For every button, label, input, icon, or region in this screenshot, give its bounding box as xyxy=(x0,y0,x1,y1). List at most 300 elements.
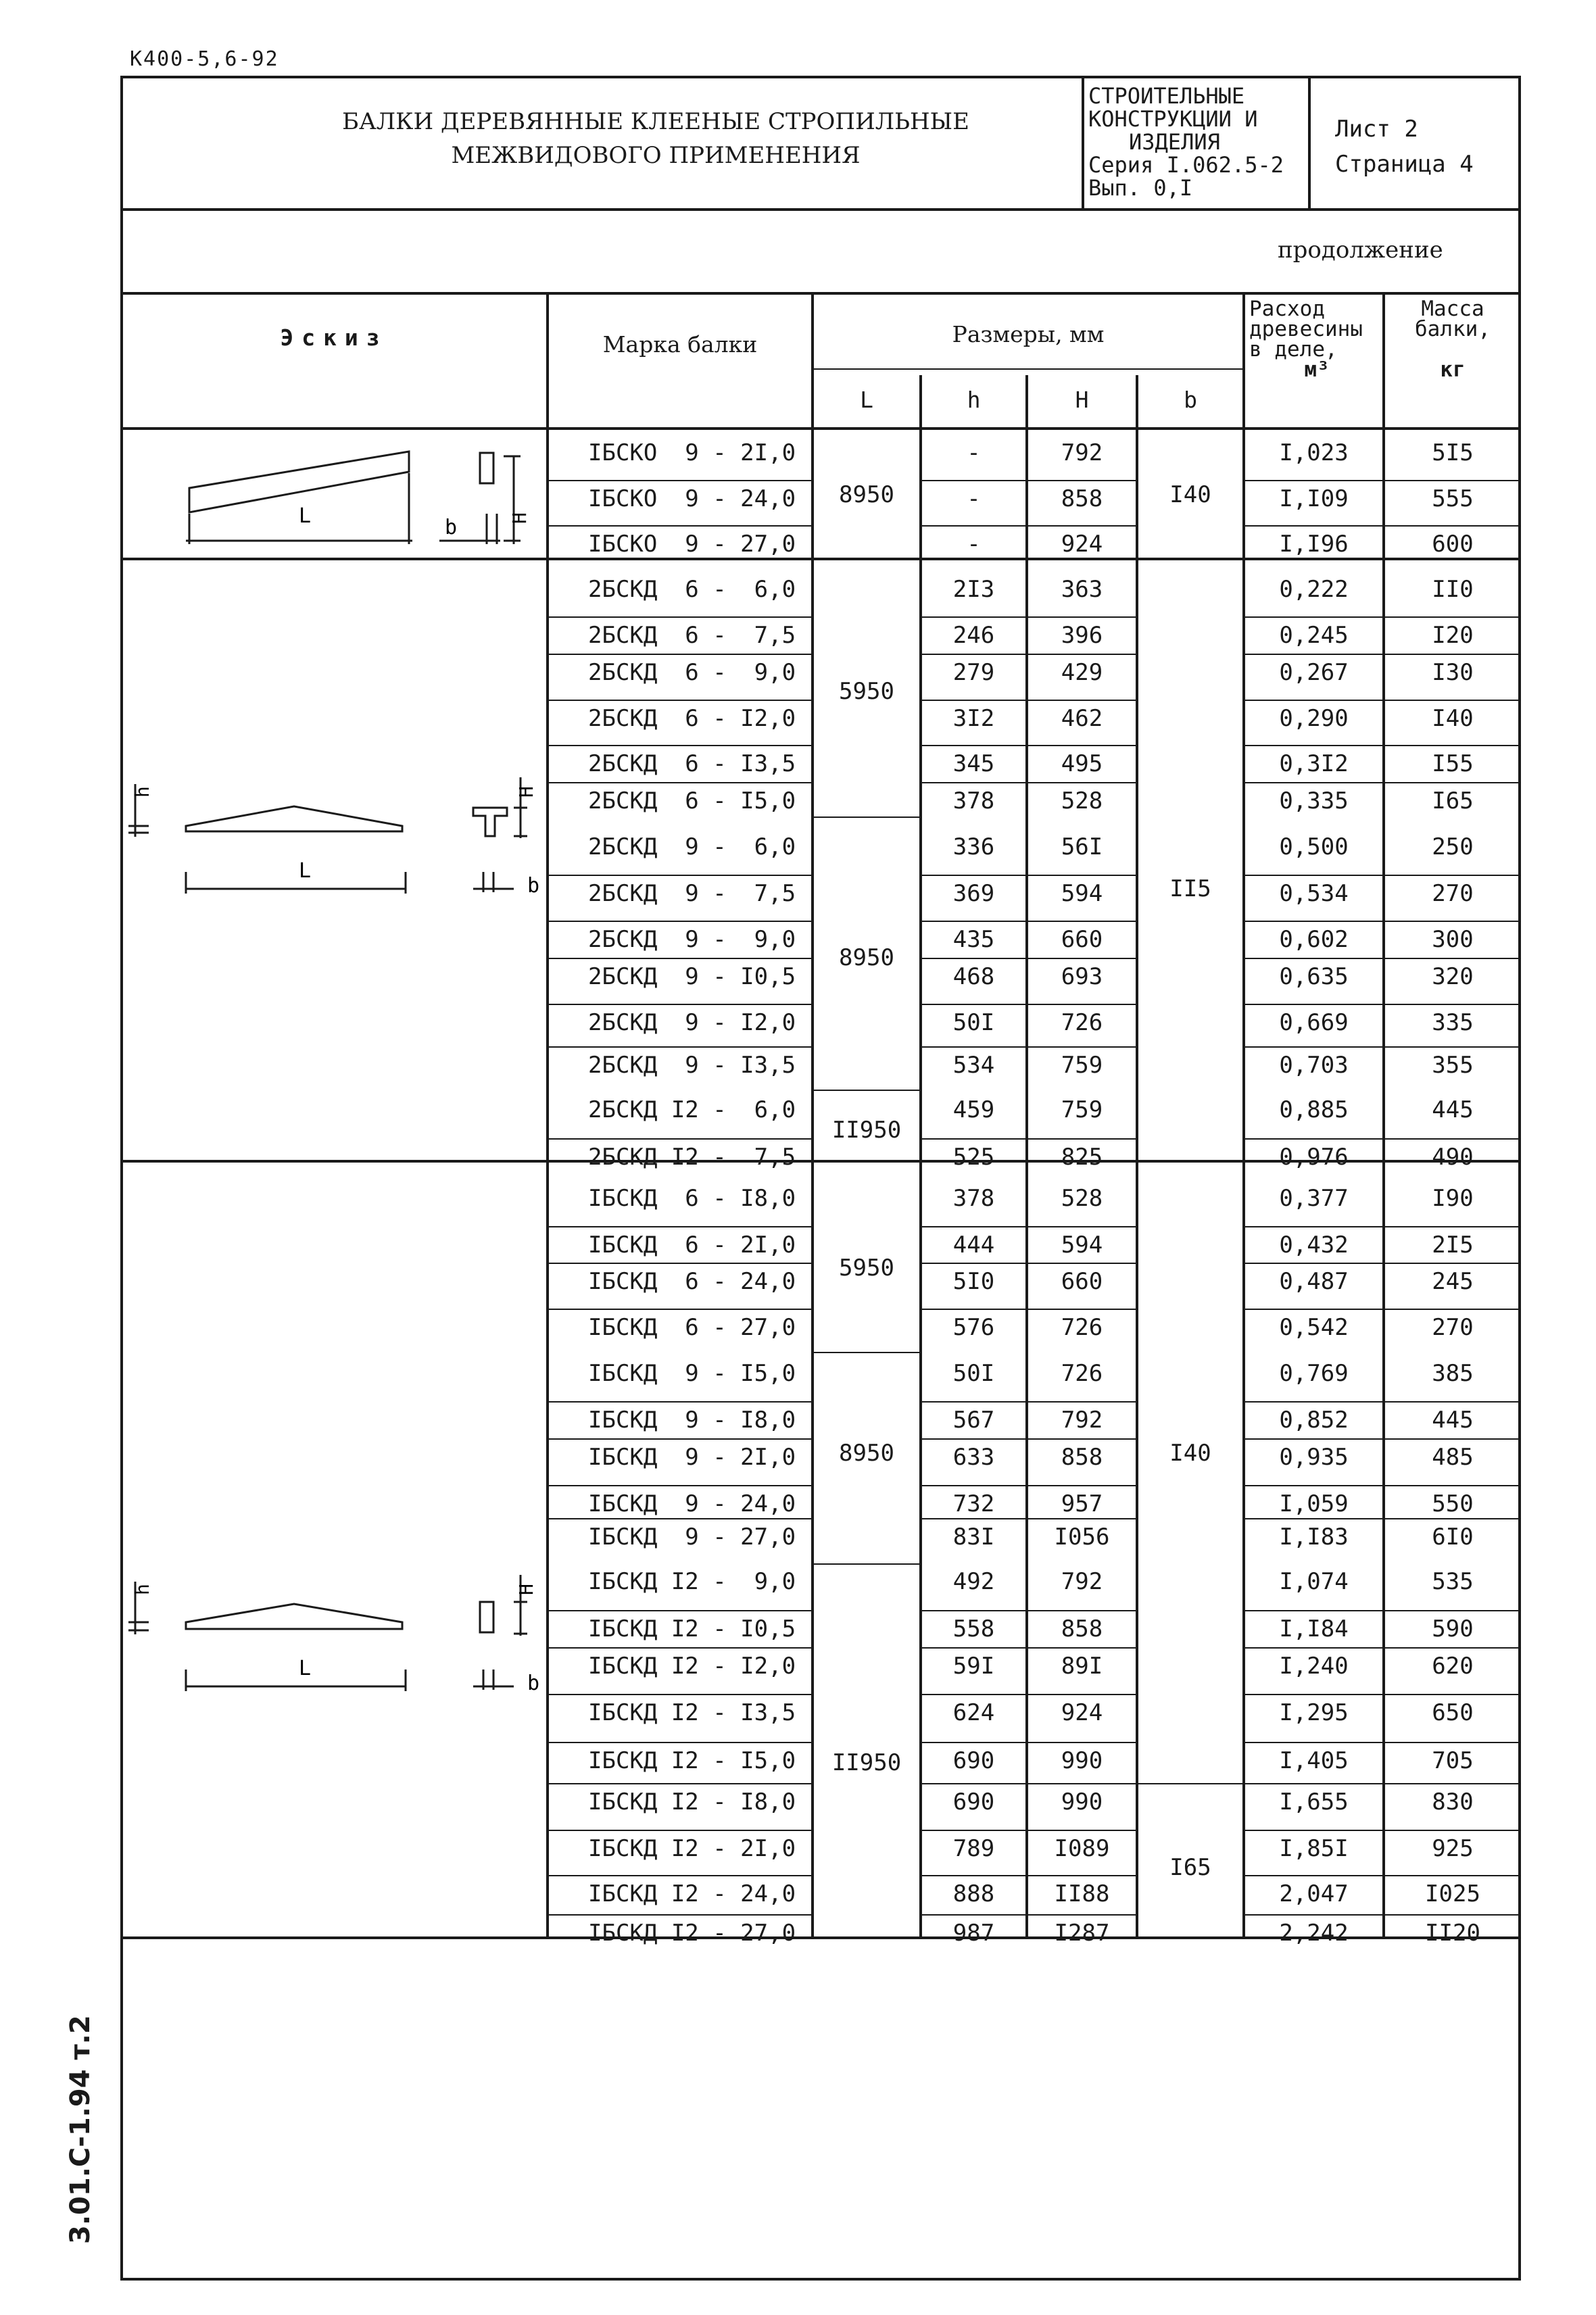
volume-value: 0,432 xyxy=(1279,1232,1349,1259)
row-line xyxy=(1242,1138,1521,1140)
h-value: 576 xyxy=(952,1314,995,1341)
H-value: I287 xyxy=(1054,1920,1110,1947)
mass-value: 250 xyxy=(1432,833,1474,860)
b-value: I40 xyxy=(1169,1440,1211,1467)
volume-value: 0,852 xyxy=(1279,1407,1349,1434)
row-line xyxy=(546,1518,813,1519)
beam-mark: IБСКД 9 - 24,0 xyxy=(588,1490,796,1517)
L-value: 8950 xyxy=(839,1440,894,1467)
beam-mark: IБСКД I2 - 24,0 xyxy=(588,1880,796,1907)
H-value: 89I xyxy=(1061,1653,1103,1680)
row-line xyxy=(546,1004,813,1005)
volume-value: 0,377 xyxy=(1279,1185,1349,1212)
h-value: 459 xyxy=(952,1096,995,1123)
H-value: 825 xyxy=(1061,1144,1103,1171)
H-label: H xyxy=(515,786,537,798)
volume-value: I,295 xyxy=(1279,1699,1349,1726)
H-value: 660 xyxy=(1061,926,1103,953)
dimensions-header: Размеры, мм xyxy=(952,321,1105,347)
volume-value: 2,242 xyxy=(1279,1920,1349,1947)
mass-value: I90 xyxy=(1432,1185,1474,1212)
row-line xyxy=(546,1309,813,1310)
L-value: II950 xyxy=(831,1749,902,1776)
mass-value: 335 xyxy=(1432,1009,1474,1036)
H-value: 56I xyxy=(1061,833,1103,860)
row-line xyxy=(1242,1046,1521,1048)
row-line xyxy=(919,1046,1137,1048)
row-line xyxy=(919,654,1137,655)
h-value: 435 xyxy=(952,926,995,953)
mass-value: I55 xyxy=(1432,750,1474,777)
mass-value: 245 xyxy=(1432,1268,1474,1295)
row-line xyxy=(919,1830,1137,1831)
row-line xyxy=(546,1647,813,1649)
H-value: 990 xyxy=(1061,1788,1103,1816)
row-line xyxy=(546,1438,813,1440)
h-value: 378 xyxy=(952,787,995,814)
H-value: 726 xyxy=(1061,1314,1103,1341)
row-line xyxy=(919,1875,1137,1876)
beam-mark: IБСКД 9 - I5,0 xyxy=(588,1360,796,1387)
document-title xyxy=(257,105,1055,172)
row-line xyxy=(1242,1485,1521,1486)
H-value: 957 xyxy=(1061,1490,1103,1517)
series-line: СТРОИТЕЛЬНЫЕ xyxy=(1088,83,1245,109)
row-line xyxy=(919,1401,1137,1403)
volume-value: 0,487 xyxy=(1279,1268,1349,1295)
row-line xyxy=(919,1610,1137,1611)
mass-value: 705 xyxy=(1432,1747,1474,1774)
mass-header-line: балки, xyxy=(1415,317,1491,341)
beam-mark: 2БСКД 6 - 9,0 xyxy=(588,659,796,686)
beam-outline xyxy=(186,1604,402,1629)
row-line xyxy=(814,1090,921,1091)
divider xyxy=(120,292,1521,295)
h-value: 690 xyxy=(952,1788,995,1816)
row-line xyxy=(1242,1401,1521,1403)
h-value: 525 xyxy=(952,1144,995,1171)
beam-mark: IБСКО 9 - 2I,0 xyxy=(588,439,796,466)
mass-value: 590 xyxy=(1432,1615,1474,1642)
volume-value: 0,3I2 xyxy=(1279,750,1349,777)
divider xyxy=(1082,76,1084,211)
row-line xyxy=(814,1563,921,1565)
mass-value: I20 xyxy=(1432,622,1474,649)
h-value: 50I xyxy=(952,1009,995,1036)
mass-value: 650 xyxy=(1432,1699,1474,1726)
mass-value: I30 xyxy=(1432,659,1474,686)
H-value: II88 xyxy=(1054,1880,1110,1907)
row-line xyxy=(1242,782,1521,783)
volume-value: 0,769 xyxy=(1279,1360,1349,1387)
mass-value: 485 xyxy=(1432,1444,1474,1471)
b-label: b xyxy=(527,1672,540,1695)
row-line xyxy=(546,1263,813,1264)
row-line xyxy=(1242,525,1521,527)
row-line xyxy=(919,1647,1137,1649)
beam-mark: IБСКО 9 - 27,0 xyxy=(588,531,796,558)
row-line xyxy=(546,1046,813,1048)
row-line xyxy=(1242,1263,1521,1264)
h-value: 492 xyxy=(952,1568,995,1595)
H-value: 528 xyxy=(1061,787,1103,814)
beam-mark: IБСКД 9 - I8,0 xyxy=(588,1407,796,1434)
H-value: 396 xyxy=(1061,622,1103,649)
beam-mark: 2БСКД 9 - I0,5 xyxy=(588,963,796,990)
H-value: I056 xyxy=(1054,1524,1110,1551)
beam-mark: 2БСКД 6 - 6,0 xyxy=(588,576,796,603)
row-line xyxy=(546,525,813,527)
h-value: 5I0 xyxy=(952,1268,995,1295)
H-value: 759 xyxy=(1061,1052,1103,1079)
h-value: 444 xyxy=(952,1232,995,1259)
row-line xyxy=(919,1914,1137,1916)
mass-value: 535 xyxy=(1432,1568,1474,1595)
volume-value: I,405 xyxy=(1279,1747,1349,1774)
beam-mark: IБСКД 9 - 2I,0 xyxy=(588,1444,796,1471)
mass-header xyxy=(1385,299,1520,380)
volume-value: 0,935 xyxy=(1279,1444,1349,1471)
row-line xyxy=(1137,1783,1244,1784)
row-line xyxy=(919,782,1137,783)
H-value: 594 xyxy=(1061,1232,1103,1259)
b-value: II5 xyxy=(1169,875,1211,902)
volume-header-line: древесины xyxy=(1249,317,1363,341)
row-line xyxy=(546,1401,813,1403)
row-line xyxy=(1242,745,1521,746)
mass-value: 355 xyxy=(1432,1052,1474,1079)
row-line xyxy=(546,1610,813,1611)
row-line xyxy=(546,1914,813,1916)
row-line xyxy=(546,1694,813,1695)
mass-value: 490 xyxy=(1432,1144,1474,1171)
row-line xyxy=(1242,1694,1521,1695)
H-value: 594 xyxy=(1061,880,1103,907)
sketch-1BSKO xyxy=(122,433,546,561)
beam-mark: 2БСКД 6 - I3,5 xyxy=(588,750,796,777)
row-line xyxy=(919,1004,1137,1005)
divider xyxy=(120,208,1521,211)
row-line xyxy=(546,875,813,876)
volume-value: 0,245 xyxy=(1279,622,1349,649)
beam-mark: IБСКД 9 - 27,0 xyxy=(588,1524,796,1551)
mass-value: 385 xyxy=(1432,1360,1474,1387)
series-line: Серия I.062.5-2 xyxy=(1088,152,1284,178)
b-value: I65 xyxy=(1169,1854,1211,1881)
h-value: 50I xyxy=(952,1360,995,1387)
row-line xyxy=(1242,875,1521,876)
row-line xyxy=(546,1226,813,1227)
mass-value: 5I5 xyxy=(1432,439,1474,466)
mass-value: 600 xyxy=(1432,531,1474,558)
H-value: I089 xyxy=(1054,1835,1110,1862)
h-label: h xyxy=(131,786,153,798)
volume-value: I,023 xyxy=(1279,439,1349,466)
series-block xyxy=(1088,84,1311,199)
mass-value: I65 xyxy=(1432,787,1474,814)
volume-value: 0,335 xyxy=(1279,787,1349,814)
beam-mark: 2БСКД 9 - I2,0 xyxy=(588,1009,796,1036)
H-value: 858 xyxy=(1061,1444,1103,1471)
row-line xyxy=(919,921,1137,922)
h-value: 987 xyxy=(952,1920,995,1947)
row-line xyxy=(919,1742,1137,1743)
row-line xyxy=(1242,1914,1521,1916)
h-value: 2I3 xyxy=(952,576,995,603)
b-label: b xyxy=(445,516,458,539)
volume-value: 0,602 xyxy=(1279,926,1349,953)
h-value: 558 xyxy=(952,1615,995,1642)
sketch-2BSKD xyxy=(122,744,546,919)
col-line xyxy=(546,292,549,1939)
H-value: 924 xyxy=(1061,531,1103,558)
title-line: БАЛКИ ДЕРЕВЯННЫЕ КЛЕЕНЫЕ СТРОПИЛЬНЫЕ xyxy=(342,108,969,135)
row-line xyxy=(1242,921,1521,922)
volume-value: 0,885 xyxy=(1279,1096,1349,1123)
h-value: 567 xyxy=(952,1407,995,1434)
mass-header-line: кг xyxy=(1440,358,1466,382)
row-line xyxy=(1242,1830,1521,1831)
h-value: - xyxy=(967,439,981,466)
row-line xyxy=(546,1485,813,1486)
sheet-block xyxy=(1335,112,1511,182)
beam-mark: 2БСКД 6 - I5,0 xyxy=(588,787,796,814)
row-line xyxy=(546,958,813,959)
h-label: h xyxy=(131,1584,153,1595)
row-line xyxy=(1242,1004,1521,1005)
row-line xyxy=(546,782,813,783)
row-line xyxy=(919,1518,1137,1519)
beam-mark: IБСКД 6 - 27,0 xyxy=(588,1314,796,1341)
beam-mark: IБСКД I2 - 9,0 xyxy=(588,1568,796,1595)
H-value: 792 xyxy=(1061,1568,1103,1595)
volume-value: 0,534 xyxy=(1279,880,1349,907)
beam-mark: 2БСКД I2 - 6,0 xyxy=(588,1096,796,1123)
mass-value: I40 xyxy=(1432,705,1474,732)
row-line xyxy=(1242,700,1521,701)
col-line xyxy=(1136,375,1138,1939)
mass-value: 270 xyxy=(1432,1314,1474,1341)
h-value: 534 xyxy=(952,1052,995,1079)
beam-outline xyxy=(186,806,402,831)
beam-outline xyxy=(189,452,409,512)
row-line xyxy=(919,525,1137,527)
volume-value: I,655 xyxy=(1279,1788,1349,1816)
row-line xyxy=(546,1830,813,1831)
row-line xyxy=(546,1138,813,1140)
row-line xyxy=(1242,1226,1521,1227)
L-value: 8950 xyxy=(839,481,894,508)
volume-value: 0,290 xyxy=(1279,705,1349,732)
H-value: 660 xyxy=(1061,1268,1103,1295)
mass-value: 555 xyxy=(1432,485,1474,512)
row-line xyxy=(919,745,1137,746)
row-line xyxy=(1242,1309,1521,1310)
beam-mark: IБСКД I2 - 2I,0 xyxy=(588,1835,796,1862)
row-line xyxy=(919,1138,1137,1140)
mass-value: 445 xyxy=(1432,1096,1474,1123)
beam-mark: IБСКД 6 - I8,0 xyxy=(588,1185,796,1212)
row-line xyxy=(1242,1438,1521,1440)
mass-value: 445 xyxy=(1432,1407,1474,1434)
volume-value: 0,976 xyxy=(1279,1144,1349,1171)
title-line: МЕЖВИДОВОГО ПРИМЕНЕНИЯ xyxy=(451,142,861,169)
H-value: 924 xyxy=(1061,1699,1103,1726)
h-value: 468 xyxy=(952,963,995,990)
b-value: I40 xyxy=(1169,481,1211,508)
volume-header-line: Расход xyxy=(1249,297,1325,321)
h-value: 246 xyxy=(952,622,995,649)
series-line: ИЗДЕЛИЯ xyxy=(1129,129,1220,155)
series-line: КОНСТРУКЦИИ И xyxy=(1088,106,1258,132)
row-line xyxy=(546,480,813,481)
volume-value: I,I84 xyxy=(1279,1615,1349,1642)
h-value: 888 xyxy=(952,1880,995,1907)
row-line xyxy=(546,1742,813,1743)
volume-value: 0,222 xyxy=(1279,576,1349,603)
volume-header-line: в деле, xyxy=(1249,337,1338,362)
L-value: 8950 xyxy=(839,944,894,971)
row-line xyxy=(814,817,921,818)
row-line xyxy=(1242,1518,1521,1519)
H-value: 990 xyxy=(1061,1747,1103,1774)
beam-mark: 2БСКД 6 - I2,0 xyxy=(588,705,796,732)
b-header: b xyxy=(1184,387,1197,413)
H-label: H xyxy=(508,512,531,524)
volume-value: 0,635 xyxy=(1279,963,1349,990)
row-line xyxy=(919,1226,1137,1227)
mass-value: 300 xyxy=(1432,926,1474,953)
row-line xyxy=(919,1309,1137,1310)
sheet-number: Лист 2 xyxy=(1335,116,1418,143)
beam-mark: IБСКО 9 - 24,0 xyxy=(588,485,796,512)
beam-mark: IБСКД I2 - I8,0 xyxy=(588,1788,796,1816)
row-line xyxy=(919,958,1137,959)
row-line xyxy=(546,700,813,701)
L-value: 5950 xyxy=(839,1254,894,1282)
volume-value: I,074 xyxy=(1279,1568,1349,1595)
H-value: 429 xyxy=(1061,659,1103,686)
volume-value: I,I83 xyxy=(1279,1524,1349,1551)
H-value: 495 xyxy=(1061,750,1103,777)
h-value: - xyxy=(967,485,981,512)
beam-mark: 2БСКД 9 - 7,5 xyxy=(588,880,796,907)
volume-value: I,240 xyxy=(1279,1653,1349,1680)
h-value: 59I xyxy=(952,1653,995,1680)
mass-header-line: Масса xyxy=(1421,297,1484,321)
row-line xyxy=(919,1694,1137,1695)
L-value: 5950 xyxy=(839,678,894,705)
h-value: 279 xyxy=(952,659,995,686)
row-line xyxy=(546,745,813,746)
row-line xyxy=(1242,1875,1521,1876)
beam-mark: IБСКД 6 - 24,0 xyxy=(588,1268,796,1295)
sketch-header: Эскиз xyxy=(280,324,388,351)
col-line xyxy=(811,292,814,1939)
mass-value: 270 xyxy=(1432,880,1474,907)
row-line xyxy=(546,1783,813,1784)
volume-value: 0,669 xyxy=(1279,1009,1349,1036)
document-code: К400-5,6-92 xyxy=(130,47,279,71)
b-label: b xyxy=(527,874,540,898)
h-value: 633 xyxy=(952,1444,995,1471)
row-line xyxy=(1242,480,1521,481)
volume-value: 0,703 xyxy=(1279,1052,1349,1079)
row-line xyxy=(546,1875,813,1876)
row-line xyxy=(919,616,1137,618)
H-value: 363 xyxy=(1061,576,1103,603)
L-label: L xyxy=(299,859,312,883)
H-header: H xyxy=(1075,387,1089,413)
row-line xyxy=(1242,1783,1521,1784)
h-value: 624 xyxy=(952,1699,995,1726)
beam-mark: 2БСКД 9 - 9,0 xyxy=(588,926,796,953)
mass-value: 925 xyxy=(1432,1835,1474,1862)
H-value: 726 xyxy=(1061,1009,1103,1036)
row-line xyxy=(814,1352,921,1353)
h-value: 345 xyxy=(952,750,995,777)
h-value: 336 xyxy=(952,833,995,860)
mass-value: 2I5 xyxy=(1432,1232,1474,1259)
L-header: L xyxy=(860,387,873,413)
beam-mark: 2БСКД I2 - 7,5 xyxy=(588,1144,796,1171)
beam-mark: IБСКД I2 - 27,0 xyxy=(588,1920,796,1947)
h-value: - xyxy=(967,531,981,558)
row-line xyxy=(1242,1610,1521,1611)
section-outline xyxy=(473,808,507,836)
row-line xyxy=(546,616,813,618)
continuation-label: продолжение xyxy=(1278,237,1443,264)
beam-mark: IБСКД 6 - 2I,0 xyxy=(588,1232,796,1259)
mass-value: 550 xyxy=(1432,1490,1474,1517)
L-label: L xyxy=(299,1657,312,1680)
side-stamp-code: 3.01.С-1.94 т.2 xyxy=(65,2015,96,2244)
mass-value: 830 xyxy=(1432,1788,1474,1816)
volume-header-line: м³ xyxy=(1304,358,1330,382)
mass-value: 620 xyxy=(1432,1653,1474,1680)
row-line xyxy=(919,480,1137,481)
H-value: 528 xyxy=(1061,1185,1103,1212)
h-value: 3I2 xyxy=(952,705,995,732)
volume-value: 0,542 xyxy=(1279,1314,1349,1341)
row-line xyxy=(919,700,1137,701)
H-value: 726 xyxy=(1061,1360,1103,1387)
beam-mark: IБСКД I2 - I3,5 xyxy=(588,1699,796,1726)
H-value: 759 xyxy=(1061,1096,1103,1123)
beam-mark: IБСКД I2 - I5,0 xyxy=(588,1747,796,1774)
row-line xyxy=(919,1263,1137,1264)
row-line xyxy=(1242,1647,1521,1649)
H-value: 462 xyxy=(1061,705,1103,732)
beam-mark: IБСКД I2 - I2,0 xyxy=(588,1653,796,1680)
row-line xyxy=(919,1783,1137,1784)
volume-value: 0,267 xyxy=(1279,659,1349,686)
mass-value: I025 xyxy=(1425,1880,1480,1907)
page-number: Страница 4 xyxy=(1335,151,1474,178)
volume-value: 0,500 xyxy=(1279,833,1349,860)
h-value: 369 xyxy=(952,880,995,907)
row-line xyxy=(1242,654,1521,655)
row-line xyxy=(546,921,813,922)
mass-value: 6I0 xyxy=(1432,1524,1474,1551)
L-label: L xyxy=(299,504,312,528)
row-line xyxy=(919,1438,1137,1440)
H-value: 693 xyxy=(1061,963,1103,990)
H-value: 858 xyxy=(1061,1615,1103,1642)
h-value: 378 xyxy=(952,1185,995,1212)
mass-value: II0 xyxy=(1432,576,1474,603)
row-line xyxy=(1242,958,1521,959)
